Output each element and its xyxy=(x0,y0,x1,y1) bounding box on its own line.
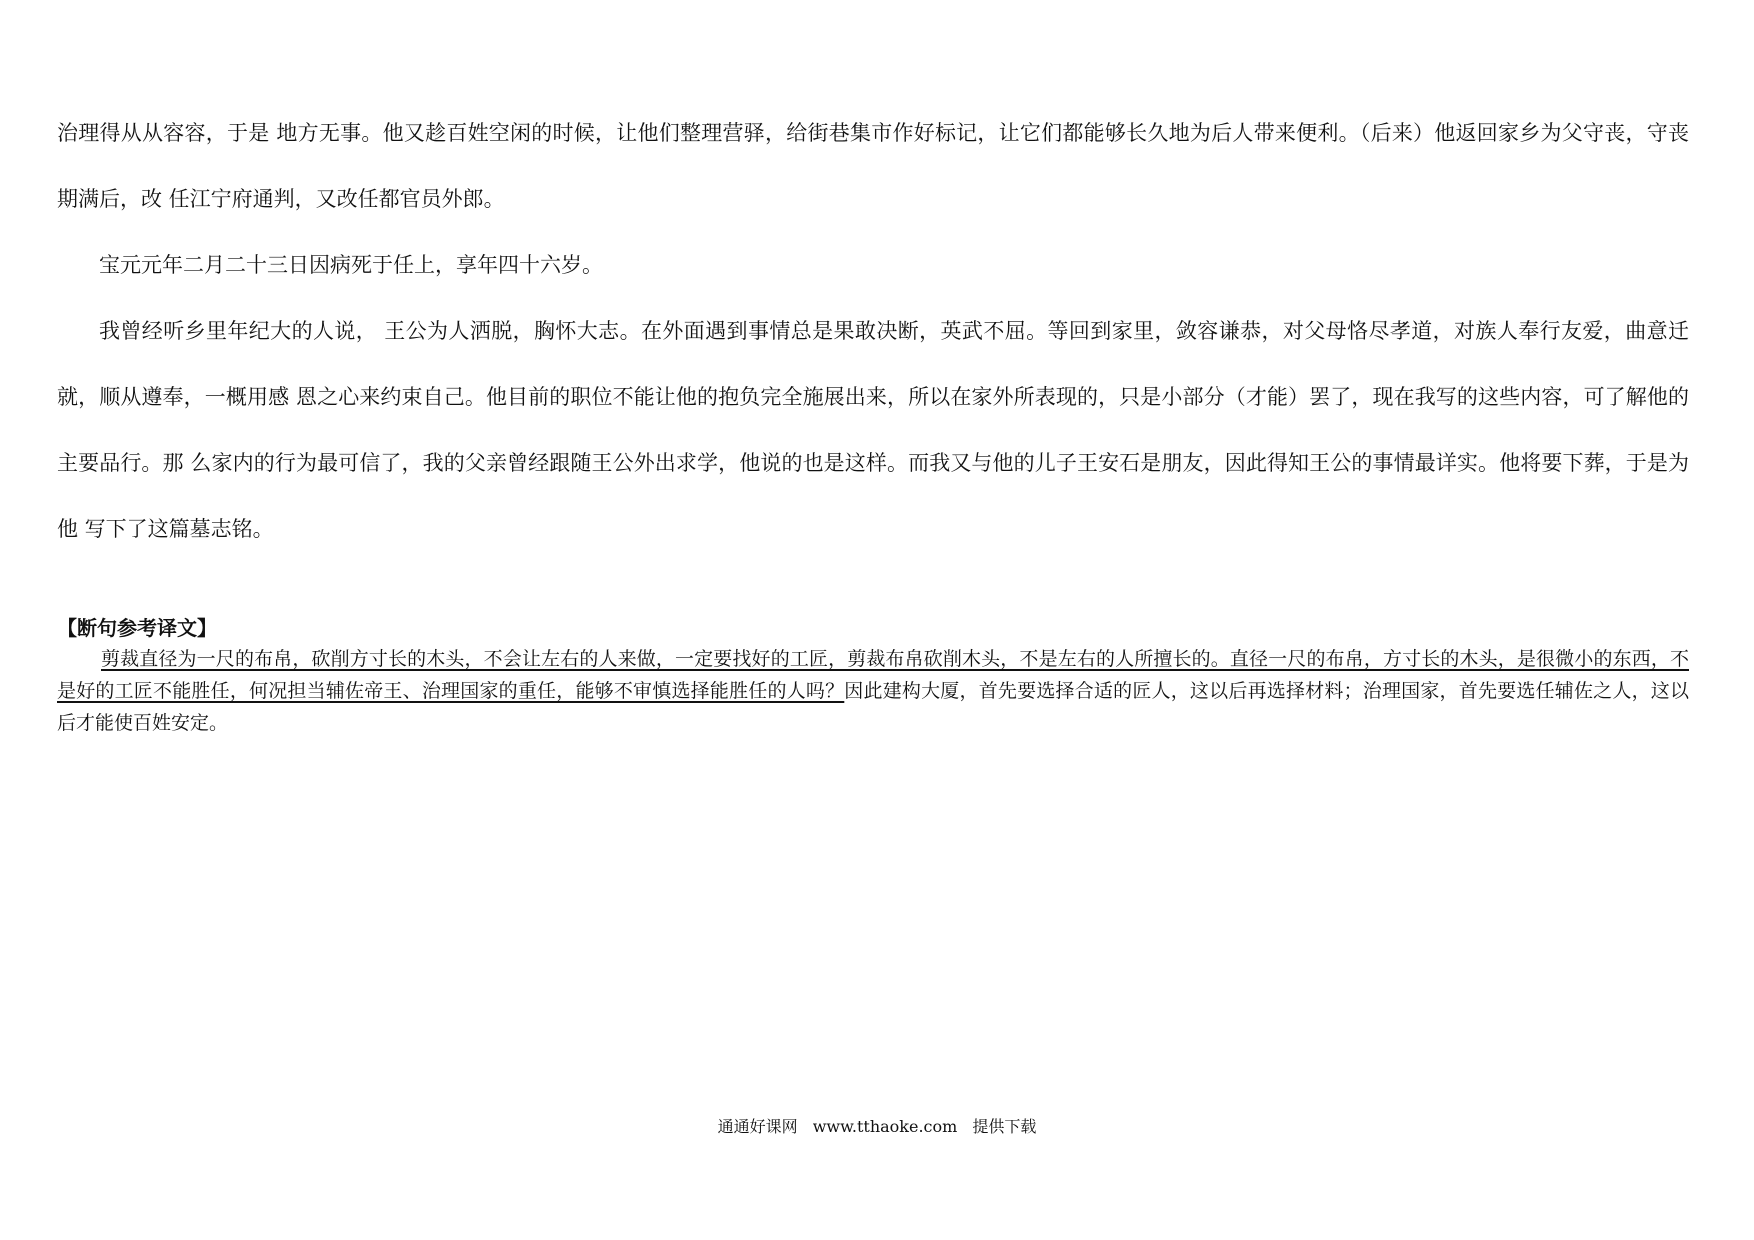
footer-note: 提供下载 xyxy=(972,1117,1037,1136)
reference-translation-section xyxy=(57,613,1689,739)
reference-heading: 【断句参考译文】 xyxy=(57,616,217,640)
page-footer xyxy=(0,1115,1754,1139)
reference-underlined-text: 剪裁直径为一尺的布帛，砍削方寸长的木头，不会让左右的人来做，一定要找好的工匠，剪裁布帛砍削木头，不是左右的人所擅长的。直径一尺的布帛，方寸长的木头，是很微小的东西，不是好的工匠不能胜任，何况担当辅佐帝王、治理国家的重任，能够不审慎选择能胜任的人吗？ xyxy=(57,648,1689,702)
translation-paragraph-3: 我曾经听乡里年纪大的人说， 王公为人洒脱，胸怀大志。在外面遇到事情总是果敢决断，英武不屈。等回到家里，敛容谦恭，对父母恪尽孝道，对族人奉行友爱，曲意迁就，顺从遵奉，一概用感 恩之心来约束自己。他目前的职位不能让他的抱负完全施展出来，所以在家外所表现的，只是小部分（才能）罢了，现在我写的这些内容，可了解他的主要品行。那 么家内的行为最可信了，我的父亲曾经跟随王公外出求学，他说的也是这样。而我又与他的儿子王安石是朋友，因此得知王公的事情最详实。他将要下葬，于是为他 写下了这篇墓志铭。 xyxy=(57,319,1689,541)
translation-paragraph-2: 宝元元年二月二十三日因病死于任上，享年四十六岁。 xyxy=(99,253,603,277)
footer-url: www.tthaoke.com xyxy=(812,1117,958,1136)
translation-text xyxy=(57,100,1689,562)
reference-plain-text: 因此建构大厦，首先要选择合适的匠人，这以后再选择材料；治理国家，首先要选任辅佐之人，这以后才能使百姓安定。 xyxy=(57,680,1689,734)
reference-body xyxy=(57,643,1689,739)
translation-paragraph-1: 治理得从从容容，于是 地方无事。他又趁百姓空闲的时候，让他们整理营驿，给街巷集市作好标记，让它们都能够长久地为后人带来便利。（后来）他返回家乡为父守丧，守丧期满后，改 任江宁府通判，又改任都官员外郎。 xyxy=(57,121,1689,211)
footer-site-name: 通通好课网 xyxy=(717,1117,798,1136)
